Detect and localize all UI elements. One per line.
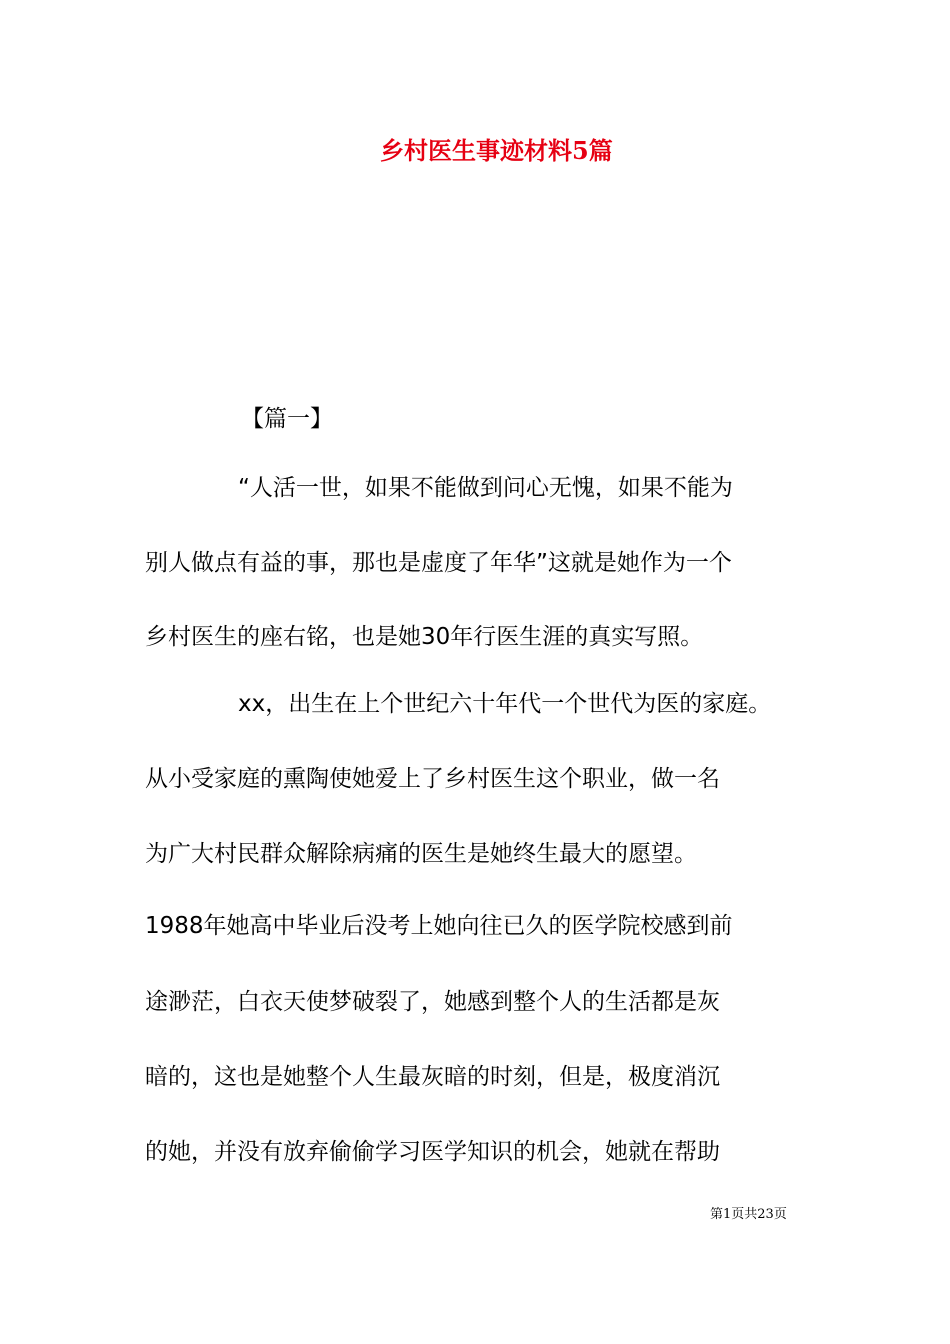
section-label: 【篇一】 — [241, 406, 333, 432]
paragraph-line: 的她，并没有放弃偷偷学习医学知识的机会，她就在帮助 — [145, 1139, 720, 1165]
page-footer: 第1页共23页 — [710, 1207, 787, 1222]
paragraph-line: “人活一世，如果不能做到问心无愧，如果不能为 — [238, 475, 733, 501]
paragraph-line: 暗的，这也是她整个人生最灰暗的时刻，但是，极度消沉 — [145, 1064, 720, 1090]
paragraph-line: 乡村医生的座右铭，也是她30年行医生涯的真实写照。 — [145, 624, 704, 650]
paragraph-line: 别人做点有益的事，那也是虚度了年华”这就是她作为一个 — [145, 550, 732, 576]
paragraph-line: 为广大村民群众解除病痛的医生是她终生最大的愿望。 — [145, 841, 697, 867]
paragraph-line: 1988年她高中毕业后没考上她向往已久的医学院校感到前 — [145, 913, 733, 939]
paragraph-line: 从小受家庭的熏陶使她爱上了乡村医生这个职业，做一名 — [145, 766, 720, 792]
paragraph-line: xx，出生在上个世纪六十年代一个世代为医的家庭。 — [238, 691, 772, 717]
document-title: 乡村医生事迹材料5篇 — [380, 136, 613, 165]
paragraph-line: 途渺茫，白衣天使梦破裂了，她感到整个人的生活都是灰 — [145, 989, 720, 1015]
